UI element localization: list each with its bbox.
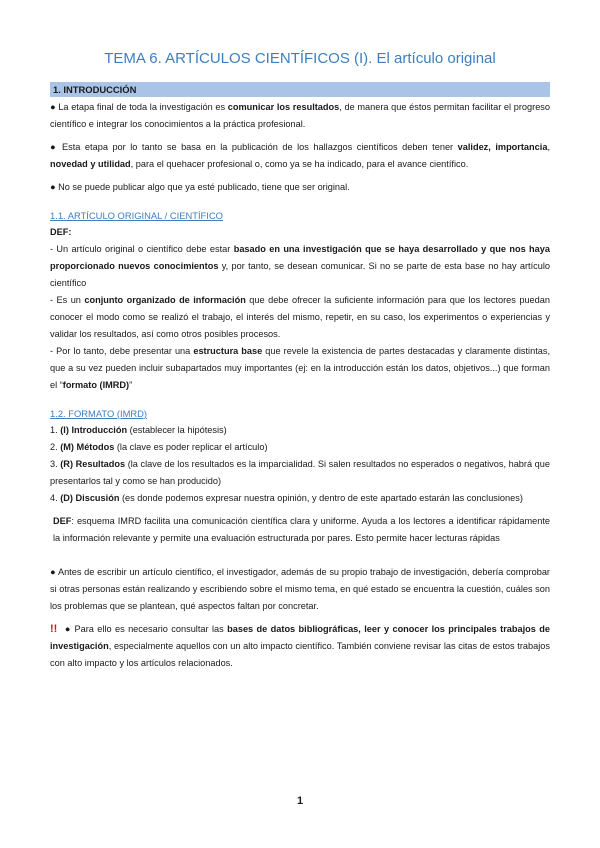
- definition-item-3: [50, 343, 550, 394]
- text: : esquema IMRD facilita una comunicación científica clara y uniforme. Ayuda a los lectores a identificar rápidamente la información relevante y permite una evaluación estructurada por pares. Esto permite hacer lecturas rápidas: [53, 516, 550, 543]
- bold-text: conjunto organizado de información: [84, 295, 246, 305]
- text: ● Para ello es necesario consultar las: [61, 624, 228, 634]
- document-body: [50, 82, 550, 672]
- subsection-heading-formato-imrd: 1.2. FORMATO (IMRD): [50, 408, 148, 419]
- text: que debe ofrecer la suficiente información para que los lectores puedan conocer el modo como se realizó el trabajo, el interés del mismo, repetir, en su caso, los experimentos o experiencias y validar los resultados, así como otros posibles procesos.: [50, 295, 550, 339]
- text: (es donde podemos expresar nuestra opinión, y dentro de este apartado estarán las conclusiones): [119, 493, 523, 503]
- definition-label: DEF:: [50, 227, 72, 237]
- text: 2.: [50, 442, 61, 452]
- bold-text: novedad y utilidad: [50, 159, 131, 169]
- bold-text: (I) Introducción: [60, 425, 128, 435]
- page-title: TEMA 6. ARTÍCULOS CIENTÍFICOS (I). El artículo original: [104, 50, 496, 67]
- bold-text: bases de datos bibliográficas, leer y conocer los principales trabajos de investigación: [50, 624, 551, 651]
- text: ”: [129, 380, 133, 390]
- paragraph-intro-2: [50, 139, 550, 173]
- bold-text: basado en una investigación que se haya desarrollado y que nos haya proporcionado nuevos conocimientos: [50, 244, 550, 271]
- definition-item-1: [50, 241, 550, 292]
- text: 4.: [50, 493, 61, 503]
- warning-icon: !!: [50, 623, 58, 635]
- bold-text: comunicar los resultados: [227, 102, 340, 112]
- text: 1.: [50, 425, 61, 435]
- bold-text: estructura base: [193, 346, 263, 356]
- bold-text: (D) Discusión: [60, 493, 120, 503]
- bold-text: (M) Métodos: [60, 442, 115, 452]
- text: (la clave es poder replicar el artículo): [114, 442, 268, 452]
- text: , de manera que éstos permitan facilitar el progreso científico e integrar los conocimientos a la práctica profesional.: [50, 102, 551, 129]
- text: (establecer la hipótesis): [127, 425, 227, 435]
- bold-text: validez, importancia: [457, 142, 548, 152]
- paragraph-intro-3: ● No se puede publicar algo que ya esté publicado, tiene que ser original.: [50, 182, 350, 192]
- text: , especialmente aquellos con un alto impacto científico. También conviene revisar las citas de estos trabajos con alto impacto y los artículos relacionados.: [50, 641, 550, 668]
- imrd-item-metodos: [50, 439, 550, 456]
- bold-text: formato (IMRD): [62, 380, 130, 390]
- paragraph-intro-1: [50, 99, 550, 133]
- imrd-definition: [50, 513, 550, 547]
- bold-text: (R) Resultados: [60, 459, 126, 469]
- page-number: 1: [296, 795, 304, 807]
- imrd-item-discusion: [50, 490, 550, 507]
- text: - Por lo tanto, debe presentar una: [50, 346, 194, 356]
- text: que revele la existencia de partes destacadas y claramente distintas, que a su vez pueden incluir subapartados muy importantes (ej: en la introducción están los datos, objetivos...) que forman el “: [50, 346, 550, 390]
- text: - Es un: [50, 295, 85, 305]
- subsection-heading-articulo-original: 1.1. ARTÍCULO ORIGINAL / CIENTÍFICO: [50, 210, 223, 221]
- paragraph-antes-de-escribir: ● Antes de escribir un artículo científico, el investigador, además de su propio trabajo de investigación, debería comprobar si otras personas están realizando y escribiendo sobre el mismo tema, en qué estado se encuentra la cuestión, cuáles son los problemas que se plantean, qué aspectos faltan por concretar.: [50, 567, 550, 611]
- imrd-item-resultados: [50, 456, 550, 490]
- text: (la clave de los resultados es la imparcialidad. Si salen resultados no esperados o negativos, habrá que presentarlos tal y como se han producido): [50, 459, 550, 486]
- definition-item-2: [50, 292, 550, 343]
- paragraph-consultar-bases: [50, 621, 550, 672]
- text: , para el quehacer profesional o, como ya se ha indicado, para el avance científico.: [130, 159, 469, 169]
- section-heading-introduccion: 1. INTRODUCCIÓN: [50, 82, 550, 97]
- text: ,: [547, 142, 550, 152]
- text: 3.: [50, 459, 61, 469]
- imrd-item-introduccion: [50, 422, 550, 439]
- text: ● Esta etapa por lo tanto se basa en la publicación de los hallazgos científicos deben tener: [50, 142, 458, 152]
- text: - Un artículo original o científico debe estar: [50, 244, 234, 254]
- text: ● La etapa final de toda la investigación es: [50, 102, 228, 112]
- text: y, por tanto, se desean comunicar. Si no se parte de esta base no hay artículo científico: [50, 261, 550, 288]
- bold-text: DEF: [53, 516, 72, 526]
